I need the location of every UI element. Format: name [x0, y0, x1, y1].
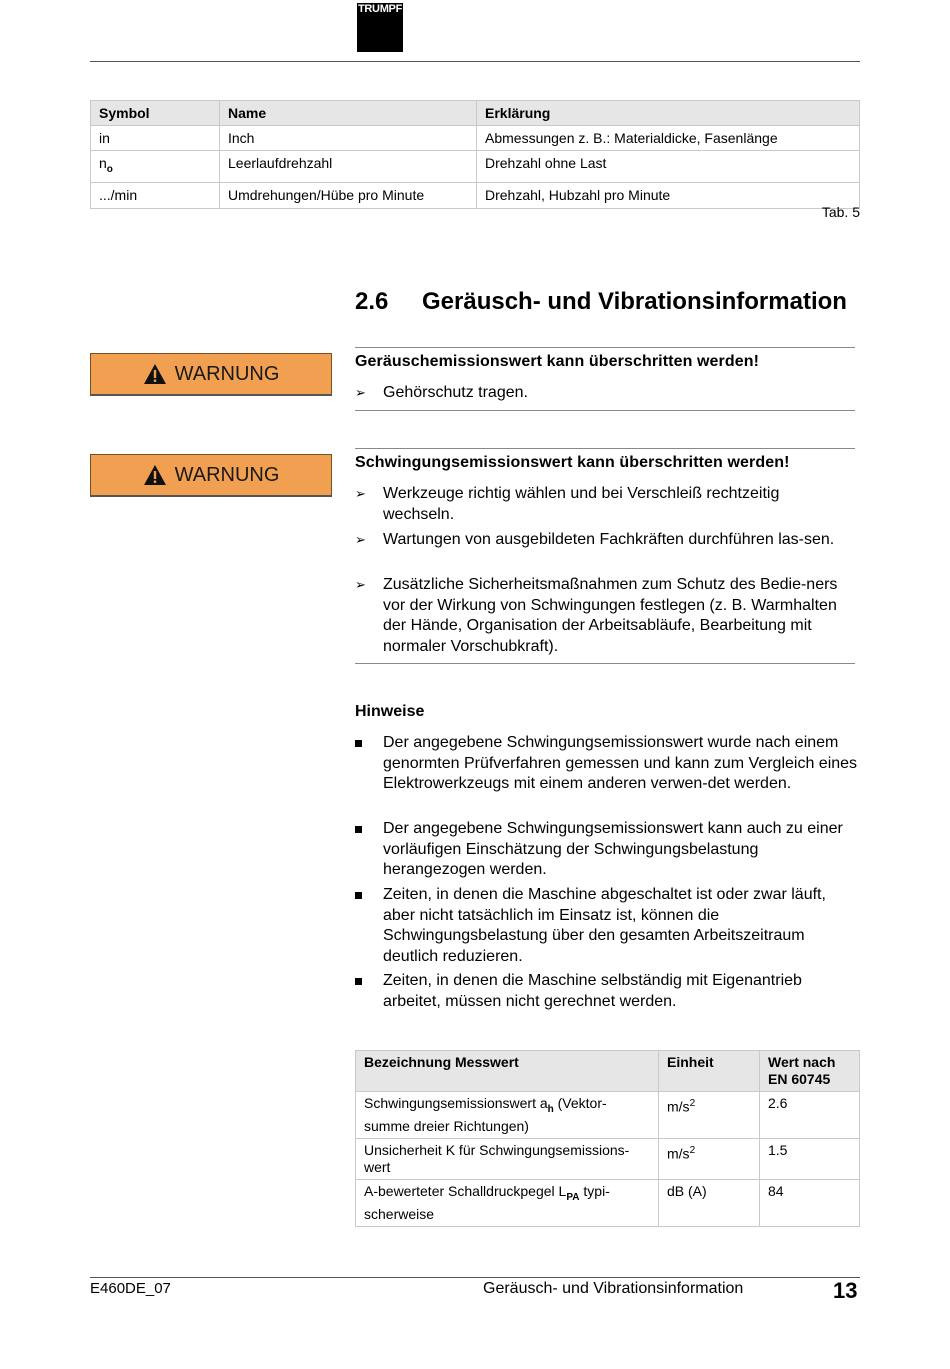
- designation-text: Unsicherheit K für Schwingungsemissions-wert: [364, 1141, 630, 1175]
- cell-value: 2.6: [760, 1092, 860, 1139]
- section-title: Geräusch- und Vibrationsinformation: [422, 288, 847, 315]
- warning-action-text: Zusätzliche Sicherheitsmaßnahmen zum Schutz des Bedie-ners vor der Wirkung von Schwingungen festlegen (z. B. Warmhalten der Hände, Organisation der Arbeitsabläufe, Bearbeitung mit normaler Vorschubkraft).: [383, 576, 838, 655]
- arrow-marker-icon: ➢: [355, 385, 366, 400]
- warning-bottom-rule: [355, 410, 855, 411]
- col-header-designation: Bezeichnung Messwert: [356, 1051, 659, 1092]
- col-header-symbol: Symbol: [91, 101, 220, 126]
- list-item-text: Der angegebene Schwingungsemissionswert kann auch zu einer vorläufigen Einschätzung der Schwingungsbelastung herangezogen werden.: [383, 820, 843, 878]
- designation-text: Schwingungsemissionswert a: [364, 1095, 548, 1111]
- warning-title: Schwingungsemissionswert kann überschritten werden!: [355, 454, 790, 471]
- cell-value: 1.5: [760, 1138, 860, 1179]
- cell-unit: [659, 1138, 760, 1179]
- cell-explanation: Abmessungen z. B.: Materialdicke, Fasenlänge: [477, 126, 860, 151]
- warning-top-rule: [355, 448, 855, 449]
- arrow-marker-icon: ➢: [355, 486, 366, 501]
- warning-action-text: Werkzeuge richtig wählen und bei Verschleiß rechtzeitig wechseln.: [383, 485, 780, 523]
- section-number: 2.6: [355, 288, 389, 315]
- table-row: [91, 151, 860, 183]
- square-bullet-icon: [355, 978, 362, 985]
- cell-explanation: Drehzahl, Hubzahl pro Minute: [477, 182, 860, 208]
- cell-unit: [659, 1179, 760, 1226]
- cell-designation: [356, 1092, 659, 1139]
- warning-bottom-rule: [355, 663, 855, 664]
- cell-symbol: .../min: [91, 182, 220, 208]
- measurement-table: [355, 1050, 860, 1227]
- cell-value: 84: [760, 1179, 860, 1226]
- arrow-marker-icon: ➢: [355, 577, 366, 592]
- list-item-text: Zeiten, in denen die Maschine abgeschaltet ist oder zwar läuft, aber nicht tatsächlich im Einsatz ist, können die Schwingungsbelastung über den gesamten Arbeitszeitraum deutlich reduzieren.: [383, 886, 826, 965]
- table-row: [356, 1179, 860, 1226]
- units-table: [90, 100, 860, 209]
- arrow-marker-icon: ➢: [355, 532, 366, 547]
- symbol-subscript: o: [106, 163, 113, 175]
- symbol-main: n: [99, 155, 107, 171]
- warning-title: Geräuschemissionswert kann überschritten werden!: [355, 353, 760, 370]
- cell-explanation: Drehzahl ohne Last: [477, 151, 860, 183]
- col-header-name: Name: [220, 101, 477, 126]
- logo-text: TRUMPF: [357, 3, 403, 15]
- cell-name: Inch: [220, 126, 477, 151]
- table-row: [356, 1092, 860, 1139]
- unit-text: m/s: [667, 1145, 690, 1162]
- unit-text: dB (A): [667, 1182, 707, 1199]
- list-item-text: Der angegebene Schwingungsemissionswert wurde nach einem genormten Prüfverfahren gemessen und kann zum Vergleich eines Elektrowerkzeugs mit einem anderen verwen-det werden.: [383, 734, 858, 792]
- table-row: [356, 1138, 860, 1179]
- warning-label: WARNUNG: [174, 362, 280, 385]
- designation-subscript: PA: [566, 1191, 580, 1203]
- designation-text: A-bewerteter Schalldruckpegel L: [364, 1182, 567, 1199]
- cell-symbol: [91, 151, 220, 183]
- unit-text: m/s: [667, 1098, 690, 1115]
- square-bullet-icon: [355, 740, 362, 747]
- warning-triangle-icon: [143, 464, 167, 486]
- cell-designation: [356, 1179, 659, 1226]
- warning-action-text: Gehörschutz tragen.: [383, 384, 528, 401]
- footer-rule: [90, 1277, 860, 1278]
- col-header-explanation: Erklärung: [477, 101, 860, 126]
- designation-subscript: h: [547, 1103, 554, 1115]
- table-row: [91, 126, 860, 151]
- designation-text-end: (Vektor-summe dreier Richtungen): [364, 1095, 607, 1134]
- square-bullet-icon: [355, 826, 362, 833]
- table-header-row: [91, 101, 860, 126]
- footer-title: Geräusch- und Vibrationsinformation: [483, 1280, 744, 1297]
- warning-label: WARNUNG: [174, 463, 280, 486]
- warning-label-box: [90, 454, 332, 497]
- cell-designation: [356, 1138, 659, 1179]
- warning-triangle-icon: [143, 363, 167, 385]
- cell-symbol: in: [91, 126, 220, 151]
- document-id: E460DE_07: [90, 1280, 171, 1297]
- cell-name: Leerlaufdrehzahl: [220, 151, 477, 183]
- list-item-text: Zeiten, in denen die Maschine selbständig mit Eigenantrieb arbeitet, müssen nicht gerechnet werden.: [383, 972, 802, 1010]
- warning-top-rule: [355, 347, 855, 348]
- table-header-row: [356, 1051, 860, 1092]
- unit-superscript: 2: [689, 1098, 696, 1109]
- col-header-value: Wert nach EN 60745: [760, 1051, 860, 1092]
- designation-text-end: typi-scherweise: [364, 1182, 610, 1222]
- cell-name: Umdrehungen/Hübe pro Minute: [220, 182, 477, 208]
- unit-superscript: 2: [689, 1144, 696, 1156]
- page-number: 13: [833, 1278, 858, 1303]
- col-header-unit: Einheit: [659, 1051, 760, 1092]
- square-bullet-icon: [355, 892, 362, 899]
- cell-unit: [659, 1092, 760, 1139]
- table-row: [91, 182, 860, 208]
- warning-label-box: [90, 353, 332, 396]
- header-rule: [90, 61, 860, 62]
- warning-action-text: Wartungen von ausgebildeten Fachkräften durchführen las-sen.: [383, 531, 835, 548]
- notes-title: Hinweise: [355, 703, 425, 720]
- table-caption: Tab. 5: [821, 204, 860, 220]
